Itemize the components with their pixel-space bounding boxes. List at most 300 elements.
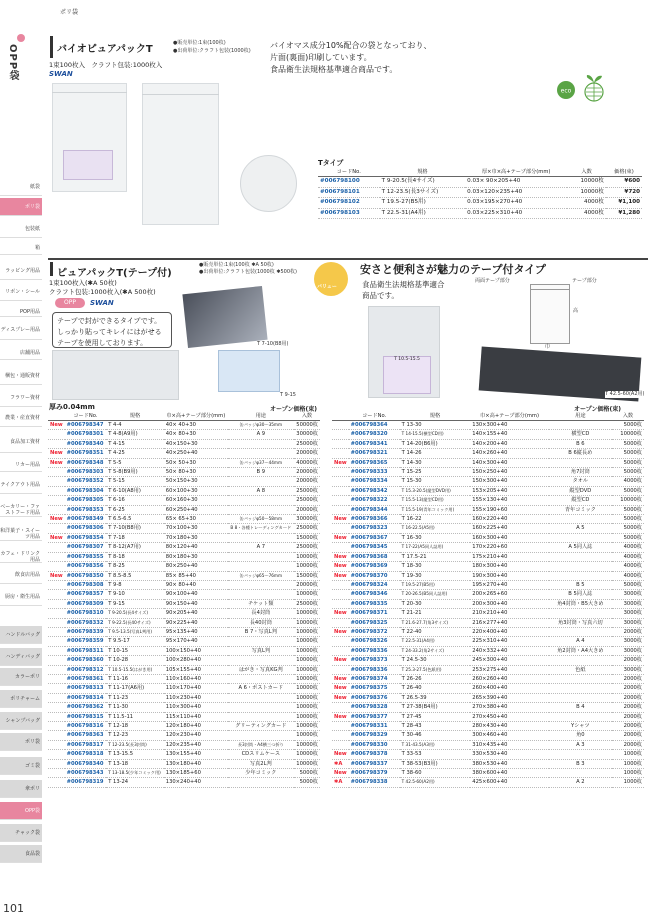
table-cell: 2000枚 <box>612 722 644 731</box>
table-cell: 10000枚 <box>567 187 606 198</box>
table-cell <box>228 496 294 505</box>
table-cell: #006798304 <box>65 486 107 495</box>
table-row <box>48 571 320 580</box>
headline: 安さと便利さが魅力のテープ付タイプ <box>360 263 546 276</box>
table-cell: #006798346 <box>349 590 400 599</box>
new-badge <box>48 693 65 702</box>
table-cell: #006798344 <box>349 505 400 514</box>
table-cell: 140×260+40 <box>470 449 549 458</box>
table-cell: 20000枚 <box>294 449 320 458</box>
table-cell: T 13-18 <box>106 759 164 768</box>
new-badge: New <box>334 770 347 777</box>
table-row <box>332 712 644 721</box>
table-row <box>332 627 644 636</box>
photo-caption: T 42.5-60(A2用) <box>605 391 645 397</box>
table-cell: T 13-15.5 <box>106 750 164 759</box>
table-cell: 10000枚 <box>294 646 320 655</box>
table-cell: #006798332 <box>65 618 107 627</box>
table-row <box>332 486 644 495</box>
new-badge: ✱A <box>332 778 349 787</box>
new-badge <box>48 703 65 712</box>
table-row <box>332 778 644 787</box>
new-badge <box>332 486 349 495</box>
table-row <box>332 524 644 533</box>
table-cell: 153×205+40 <box>470 486 549 495</box>
table-cell: 100×150+40 <box>164 646 228 655</box>
new-badge <box>332 439 349 448</box>
bag-tape-line <box>52 92 127 93</box>
open-price-label: オープン価格(束) <box>270 406 317 413</box>
table-cell: T 22.5-31(A4用) <box>400 637 471 646</box>
sidebar-item[interactable]: 和洋菓子・スイーツ用品 <box>0 521 42 541</box>
column-header <box>48 412 65 421</box>
sidebar-item[interactable]: ポリ袋 <box>0 198 42 216</box>
new-badge <box>48 712 65 721</box>
table-cell: 5000枚 <box>294 769 320 778</box>
table-row <box>332 703 644 712</box>
sidebar-subitem[interactable]: ハンドルバッグ <box>0 626 42 644</box>
table-cell: ¥720 <box>606 187 642 198</box>
table-row <box>332 496 644 505</box>
sidebar-item[interactable]: 紙袋 <box>0 178 42 196</box>
table-row <box>48 580 320 589</box>
table-row <box>332 439 644 448</box>
new-badge <box>48 769 65 778</box>
section-divider <box>48 258 648 260</box>
new-badge <box>332 524 349 533</box>
table-cell: T 7-10(B8用) <box>106 524 164 533</box>
table-cell: T 20-26.5(B5同人誌用) <box>400 590 471 599</box>
new-badge <box>48 740 65 749</box>
new-badge <box>332 599 349 608</box>
new-badge <box>48 627 65 636</box>
table-cell: T 4-8(A9用) <box>106 430 164 439</box>
sidebar-subitem[interactable]: 傘ポリ <box>0 780 42 798</box>
table-row <box>332 580 644 589</box>
table-cell: 長3封筒・A4横三つ折り <box>228 740 294 749</box>
new-badge: New <box>334 657 347 664</box>
table-cell: 角4封筒・B5大きめ <box>549 599 612 608</box>
table-cell <box>549 515 612 524</box>
new-badge <box>48 580 65 589</box>
sidebar-subitem[interactable]: ハンディバッグ <box>0 648 42 666</box>
new-badge <box>48 430 65 439</box>
table-row <box>318 208 642 219</box>
table-row <box>332 684 644 693</box>
table-cell <box>549 458 612 467</box>
diagram-tape-line <box>530 289 570 290</box>
table-cell <box>549 552 612 561</box>
table-cell: 10000枚 <box>294 590 320 599</box>
table-cell: #006798353 <box>65 505 107 514</box>
table-cell <box>228 449 294 458</box>
table-cell: 110×160+40 <box>164 674 228 683</box>
table-cell: T 21-21 <box>400 609 471 618</box>
table-cell: #006798364 <box>349 421 400 430</box>
new-badge <box>48 543 65 552</box>
table-cell: #006798361 <box>65 674 107 683</box>
new-badge: New <box>334 572 347 579</box>
table-row <box>332 590 644 599</box>
shipping-note: ●出荷単位:クラフト包装(1000枚) <box>173 48 251 54</box>
table-cell: #006798309 <box>65 599 107 608</box>
table-cell: 265×390+40 <box>470 693 549 702</box>
column-header: コードNo. <box>65 412 107 421</box>
table-cell: T 24.5-30 <box>400 656 471 665</box>
table-cell: #006798352 <box>65 477 107 486</box>
table-header-row <box>48 412 320 421</box>
table-cell: 90×205+40 <box>164 609 228 618</box>
table-cell: #006798320 <box>349 430 400 439</box>
table-cell: T 33-53 <box>400 750 471 759</box>
table-row <box>332 722 644 731</box>
table-cell: T 42.5-60(A2用) <box>400 778 471 787</box>
table-cell: 80×180+30 <box>164 552 228 561</box>
table-row <box>48 524 320 533</box>
photo-caption: T 9-15 <box>280 392 296 398</box>
table-cell: 160×225+40 <box>470 524 549 533</box>
table-cell: 25000枚 <box>294 524 320 533</box>
table-row <box>48 609 320 618</box>
page-number: 101 <box>3 902 24 915</box>
table-cell: 80×250+40 <box>164 562 228 571</box>
table-cell: T 12-23 <box>106 731 164 740</box>
width-label: 巾 <box>545 344 551 350</box>
table-cell: T 26.5-39 <box>400 693 471 702</box>
new-badge: New <box>334 553 347 560</box>
table-cell: 50000枚 <box>294 421 320 430</box>
table-cell: #006798340 <box>65 759 107 768</box>
sidebar-subitem[interactable]: 食品袋 <box>0 845 42 863</box>
table-cell: #006798100 <box>318 177 380 188</box>
table-cell: はがき・写真KG判 <box>228 665 294 674</box>
table-cell: #006798313 <box>65 684 107 693</box>
table-cell: #006798356 <box>65 562 107 571</box>
table-row <box>48 637 320 646</box>
table-cell: T 12-23.5(長3サイズ) <box>380 187 466 198</box>
table-cell <box>549 421 612 430</box>
table-cell: 10000枚 <box>294 684 320 693</box>
table-cell: #006798370 <box>349 571 400 580</box>
table-cell: T 10-28 <box>106 656 164 665</box>
sidebar-subitem[interactable]: シャンプバッグ <box>0 712 42 730</box>
table-cell: #006798363 <box>65 731 107 740</box>
table-cell: 120×180+40 <box>164 722 228 731</box>
table-cell: 3000枚 <box>612 618 644 627</box>
left-spec-table <box>48 412 320 788</box>
table-cell: 2000枚 <box>612 693 644 702</box>
table-cell: 2000枚 <box>612 656 644 665</box>
svg-text:eco: eco <box>560 87 572 95</box>
description-line: 食品衛生法規格基準適合商品です。 <box>270 65 398 74</box>
table-cell: 20000枚 <box>294 477 320 486</box>
table-cell: #006798306 <box>65 524 107 533</box>
table-cell: B 5 <box>549 580 612 589</box>
tape-label: テープ部分 <box>572 278 597 284</box>
table-cell <box>549 750 612 759</box>
table-cell: T 9-8 <box>106 580 164 589</box>
table-row <box>332 515 644 524</box>
table-cell: #006798340 <box>65 439 107 448</box>
table-cell: 3000枚 <box>612 599 644 608</box>
table-cell: 85× 85+40 <box>164 571 228 580</box>
sidebar-item[interactable]: リカー用品 <box>0 458 42 472</box>
table-row <box>332 740 644 749</box>
table-cell: 5000枚 <box>612 468 644 477</box>
table-cell: 2000枚 <box>612 703 644 712</box>
table-cell: T 19.5-27(B5用) <box>400 580 471 589</box>
table-cell: A 9 <box>228 430 294 439</box>
height-label: 高 <box>573 308 579 314</box>
new-badge: New <box>334 534 347 541</box>
sidebar-item[interactable]: 飲食店用品 <box>0 566 42 584</box>
table-cell <box>549 609 612 618</box>
table-cell <box>549 769 612 778</box>
table-cell: B 8・各種トレーディングカード <box>228 524 294 533</box>
table-cell: 310×435+40 <box>470 740 549 749</box>
table-cell: 10000枚 <box>294 656 320 665</box>
table-cell <box>228 731 294 740</box>
table-cell: #006798330 <box>349 740 400 749</box>
sidebar-item[interactable]: リボン・シール <box>0 283 42 301</box>
table-cell <box>549 693 612 702</box>
product-photo <box>182 286 267 348</box>
table-row <box>332 533 644 542</box>
table-cell: #006798103 <box>318 208 380 219</box>
table-cell: 60×160+30 <box>164 496 228 505</box>
new-badge: New <box>334 675 347 682</box>
table-row <box>48 562 320 571</box>
table-cell: 10000枚 <box>612 430 644 439</box>
table-cell: 225×310+40 <box>470 637 549 646</box>
table-cell: T 11.5-11 <box>106 712 164 721</box>
brand-logo: SWAN <box>49 70 73 78</box>
table-cell: 10000枚 <box>294 750 320 759</box>
table-cell: 縦型CD <box>549 496 612 505</box>
table-cell: T 10-15 <box>106 646 164 655</box>
table-cell: 4000枚 <box>612 571 644 580</box>
sidebar-item[interactable]: 農業・産直資材 <box>0 409 42 427</box>
table-cell: 25000枚 <box>294 543 320 552</box>
sidebar-subitem[interactable]: カラーポリ <box>0 668 42 686</box>
table-row <box>48 656 320 665</box>
table-cell: 95×135+40 <box>164 627 228 636</box>
table-cell: 10000枚 <box>294 637 320 646</box>
table-cell: 3000枚 <box>612 646 644 655</box>
table-cell: 缶バッジφ30〜35mm <box>228 421 294 430</box>
table-cell: T 5-15 <box>106 477 164 486</box>
table-cell: #006798310 <box>65 609 107 618</box>
new-badge <box>48 731 65 740</box>
table-cell: 缶バッジφ37〜44mm <box>228 458 294 467</box>
table-row <box>48 684 320 693</box>
table-cell: #006798351 <box>65 449 107 458</box>
table-cell: 65× 65+30 <box>164 515 228 524</box>
table-cell: #006798357 <box>65 590 107 599</box>
table-cell: T 6-16 <box>106 496 164 505</box>
table-cell: 2000枚 <box>612 740 644 749</box>
new-badge <box>332 477 349 486</box>
table-cell: 25000枚 <box>294 496 320 505</box>
table-cell: #006798365 <box>349 458 400 467</box>
table-cell: #006798303 <box>65 468 107 477</box>
table-cell: 50×150+30 <box>164 477 228 486</box>
table-cell: 1000枚 <box>612 769 644 778</box>
new-badge <box>48 646 65 655</box>
table-cell: 110×170+40 <box>164 684 228 693</box>
table-cell: T 16-22.5(A5用) <box>400 524 471 533</box>
table-cell: #006798373 <box>349 656 400 665</box>
table-cell: #006798335 <box>349 599 400 608</box>
sidebar-item[interactable]: テイクアウト用品 <box>0 476 42 494</box>
table-cell: #006798315 <box>65 712 107 721</box>
sidebar-item[interactable]: 包装紙 <box>0 220 42 238</box>
table-row <box>332 646 644 655</box>
table-cell: 0.03×120×235+40 <box>465 187 567 198</box>
sidebar-item[interactable]: 店舗用品 <box>0 346 42 360</box>
table-row <box>48 674 320 683</box>
new-badge <box>48 684 65 693</box>
table-row <box>48 496 320 505</box>
sidebar-item[interactable]: ディスプレー用品 <box>0 320 42 340</box>
sidebar-item[interactable]: ラッピング用品 <box>0 262 42 280</box>
table-cell: 4000枚 <box>567 208 606 219</box>
table-cell: 10000枚 <box>294 759 320 768</box>
packing-info: 1束100枚入 クラフト包装:1000枚入 <box>49 61 163 69</box>
table-cell <box>228 674 294 683</box>
table-cell: A 7 <box>228 543 294 552</box>
table-row <box>332 449 644 458</box>
table-cell: T 18-30 <box>400 562 471 571</box>
sidebar-item[interactable]: カフェ・ドリンク用品 <box>0 545 42 563</box>
table-cell: T 8.5-8.5 <box>106 571 164 580</box>
table-cell: 角2封筒・A4大きめ <box>549 646 612 655</box>
table-cell: 2000枚 <box>612 627 644 636</box>
table-cell: Yシャツ <box>549 722 612 731</box>
unit-note: ●販売単位:1束(100枚 ✱A 50枚) <box>199 262 274 268</box>
table-cell: T 4-15 <box>106 439 164 448</box>
table-row <box>48 599 320 608</box>
table-cell: #006798311 <box>65 646 107 655</box>
table-cell <box>549 674 612 683</box>
new-badge <box>48 759 65 768</box>
table-cell: #006798318 <box>65 750 107 759</box>
table-cell: 角7封筒 <box>549 468 612 477</box>
table-cell: 270×450+40 <box>470 712 549 721</box>
table-cell: B 5同人誌 <box>549 590 612 599</box>
table-cell: 150×250+40 <box>470 468 549 477</box>
table-cell <box>228 712 294 721</box>
table-cell: T 26-26 <box>400 674 471 683</box>
sidebar-item[interactable]: 食品加工資材 <box>0 431 42 453</box>
sidebar-subitem[interactable]: ポリチャーム <box>0 690 42 708</box>
table-cell: #006798375 <box>349 684 400 693</box>
sidebar-item[interactable]: POP用品 <box>0 307 42 317</box>
column-header: 規格 <box>380 168 466 177</box>
table-cell: 角3封筒・写真六切 <box>549 618 612 627</box>
table-cell: 5000枚 <box>612 533 644 542</box>
sidebar-subitem[interactable]: OPP袋 <box>0 802 42 820</box>
table-row <box>48 778 320 787</box>
column-header: 価格(束) <box>606 168 642 177</box>
table-cell: #006798350 <box>65 571 107 580</box>
table-cell: 写真2L判 <box>228 759 294 768</box>
table-cell: 200×300+40 <box>470 599 549 608</box>
packing-info <box>49 279 156 297</box>
section1-description <box>270 40 432 76</box>
table-cell: 253×275+40 <box>470 665 549 674</box>
table-cell: T 4-4 <box>106 421 164 430</box>
table-cell: A 4 <box>549 637 612 646</box>
new-badge <box>332 665 349 674</box>
table-cell: B 7・写真L判 <box>228 627 294 636</box>
table-row <box>48 430 320 439</box>
table-cell: T 15.5-13(縦型CD用) <box>400 496 471 505</box>
sidebar-subitem[interactable]: ゴミ袋 <box>0 757 42 775</box>
new-badge <box>332 543 349 552</box>
table-cell <box>228 439 294 448</box>
table-cell: #006798368 <box>349 552 400 561</box>
sidebar-subitem[interactable]: ポリ袋 <box>0 733 42 751</box>
table-cell: T 30-46 <box>400 731 471 740</box>
table-header-row <box>318 168 642 177</box>
category-sidebar <box>0 0 44 919</box>
sidebar-item[interactable]: 梱包・通販資材 <box>0 367 42 385</box>
table-cell: 10000枚 <box>294 552 320 561</box>
new-badge <box>48 637 65 646</box>
new-badge <box>332 505 349 514</box>
sidebar-item[interactable]: ベーカリー・ファストフード用品 <box>0 497 42 517</box>
table-cell: 2000枚 <box>612 684 644 693</box>
new-badge <box>332 618 349 627</box>
sidebar-item[interactable]: 厨房・衛生用品 <box>0 588 42 606</box>
table-cell: 缶バッジφ50〜58mm <box>228 515 294 524</box>
type-label: Tタイプ <box>318 159 344 167</box>
table-cell: T 15-30 <box>400 477 471 486</box>
new-badge: New <box>50 422 63 428</box>
table-row <box>332 609 644 618</box>
table-cell: 150×300+40 <box>470 477 549 486</box>
sidebar-subitem[interactable]: チャック袋 <box>0 824 42 842</box>
new-badge <box>332 590 349 599</box>
sidebar-item[interactable]: 箱 <box>0 241 42 255</box>
table-row <box>48 712 320 721</box>
sidebar-item[interactable]: フラワー資材 <box>0 389 42 407</box>
table-row <box>48 618 320 627</box>
table-cell: 5000枚 <box>612 421 644 430</box>
table-cell: T 13-24 <box>106 778 164 787</box>
table-cell: 4000枚 <box>567 198 606 209</box>
table-cell: 330×530+40 <box>470 750 549 759</box>
table-cell: 110×230+40 <box>164 693 228 702</box>
table-cell: 115×110+40 <box>164 712 228 721</box>
table-cell: 90× 80+40 <box>164 580 228 589</box>
section-bar <box>50 262 53 276</box>
table-cell: #006798339 <box>65 627 107 636</box>
table-row <box>332 505 644 514</box>
table-cell: 210×210+40 <box>470 609 549 618</box>
table-cell: 縦型DVD <box>549 486 612 495</box>
table-cell: T 16-30 <box>400 533 471 542</box>
table-cell: 10000枚 <box>294 665 320 674</box>
table-cell: 10000枚 <box>294 693 320 702</box>
table-cell: #006798307 <box>65 543 107 552</box>
new-badge <box>48 505 65 514</box>
table-row <box>48 750 320 759</box>
new-badge: New <box>334 459 347 466</box>
table-row <box>48 740 320 749</box>
table-cell: 170×220+60 <box>470 543 549 552</box>
